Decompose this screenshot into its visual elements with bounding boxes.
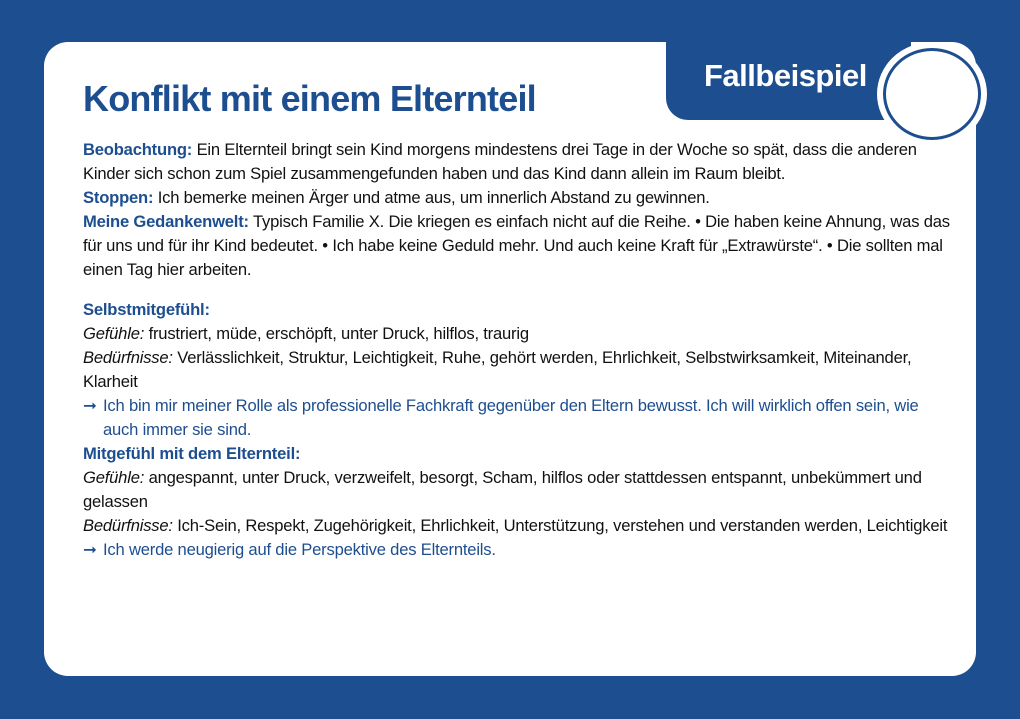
parent-compassion-heading: Mitgefühl mit dem Elternteil: (83, 444, 301, 463)
thoughts-label: Meine Gedankenwelt: (83, 212, 249, 231)
self-conclusion (83, 394, 953, 442)
icon-badge-ring (883, 48, 981, 140)
page-title: Konflikt mit einem Elternteil (83, 78, 536, 119)
self-feelings-text: frustriert, müde, erschöpft, unter Druck, hilflos, traurig (148, 324, 529, 343)
parent-feelings-text: angespannt, unter Druck, verzweifelt, besorgt, Scham, hilflos oder stattdessen entspannt, unbekümmert und gelassen (83, 468, 922, 511)
stop-text: Ich bemerke meinen Ärger und atme aus, um innerlich Abstand zu gewinnen. (157, 188, 710, 207)
stop-label: Stoppen: (83, 188, 154, 207)
self-feelings-label: Gefühle: (83, 324, 145, 343)
self-needs-text: Verlässlichkeit, Struktur, Leichtigkeit, Ruhe, gehört werden, Ehrlichkeit, Selbstwirksamkeit, Miteinander, Klarheit (83, 348, 912, 391)
parent-feelings-label: Gefühle: (83, 468, 145, 487)
self-feelings (83, 322, 953, 346)
observation-text: Ein Elternteil bringt sein Kind morgens mindestens drei Tage in der Woche so spät, dass die anderen Kinder sich schon zum Spiel zusammengefunden haben und das Kind dann allein im Raum bleibt. (83, 140, 917, 183)
self-conclusion-text: Ich bin mir meiner Rolle als professionelle Fachkraft gegenüber den Eltern bewusst. Ich will wirklich offen sein, wie auch immer sie sind. (103, 396, 919, 439)
observation-label: Beobachtung: (83, 140, 193, 159)
parent-conclusion (83, 538, 953, 562)
parent-needs (83, 514, 953, 538)
arrow-right-icon: ➞ (83, 540, 97, 559)
category-tab-label: Fallbeispiel (704, 58, 867, 93)
self-needs (83, 346, 953, 394)
parent-feelings (83, 466, 953, 514)
observation-paragraph (83, 138, 953, 186)
thoughts-text: Typisch Familie X. Die kriegen es einfach nicht auf die Reihe. • Die haben keine Ahnung, was das für uns und für ihr Kind bedeutet. • Ich habe keine Geduld mehr. Und auch keine Kraft für „Extrawürste“. • Die sollten mal einen Tag hier arbeiten. (83, 212, 950, 279)
parent-needs-text: Ich-Sein, Respekt, Zugehörigkeit, Ehrlichkeit, Unterstützung, verstehen und verstanden werden, Leichtigkeit (177, 516, 948, 535)
self-needs-label: Bedürfnisse: (83, 348, 173, 367)
parent-conclusion-text: Ich werde neugierig auf die Perspektive des Elternteils. (103, 540, 496, 559)
arrow-right-icon: ➞ (83, 396, 97, 415)
case-content (83, 138, 953, 562)
self-compassion-heading: Selbstmitgefühl: (83, 300, 210, 319)
stop-paragraph (83, 186, 953, 210)
thoughts-paragraph (83, 210, 953, 282)
spacer (83, 282, 953, 298)
parent-needs-label: Bedürfnisse: (83, 516, 173, 535)
